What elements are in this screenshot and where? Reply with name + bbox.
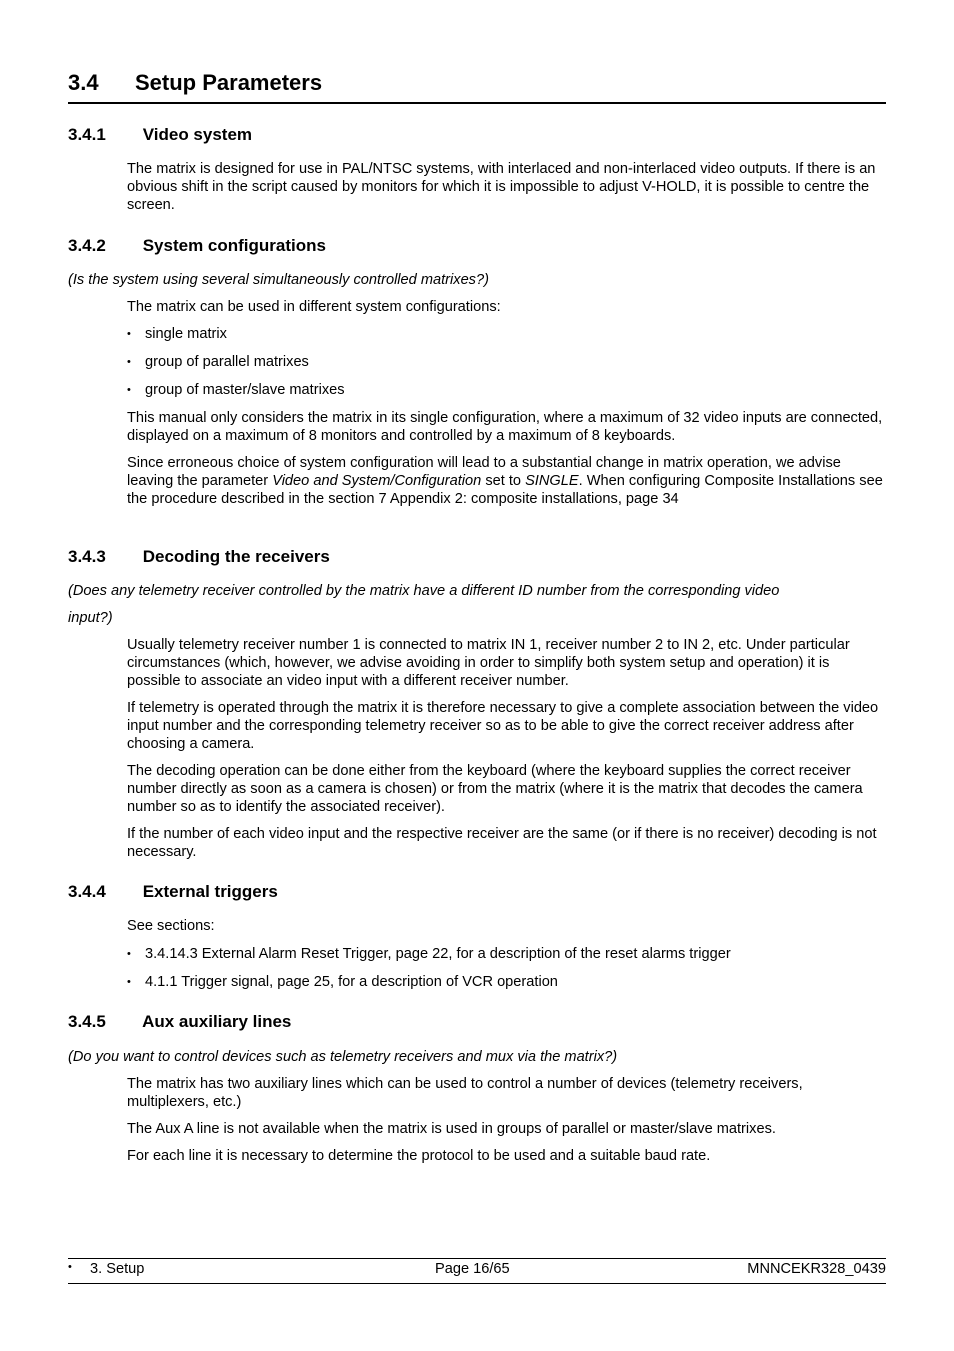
footer-chapter: 3. Setup bbox=[90, 1261, 145, 1277]
parameter-name: Video and System/Configuration bbox=[272, 473, 482, 489]
subsection-title: Video system bbox=[138, 125, 253, 144]
paragraph: See sections: bbox=[127, 918, 215, 934]
paragraph: The matrix can be used in different system configurations: bbox=[127, 299, 501, 315]
paragraph: The matrix is designed for use in PAL/NTSC systems, with interlaced and non-interlaced video outputs. If there is an obvious shift in the script caused by monitors for which it is impossible to adjust V-HOLD, it is possible to centre the screen. bbox=[127, 161, 876, 213]
parameter-value: SINGLE bbox=[525, 473, 579, 489]
paragraph: If telemetry is operated through the matrix it is therefore necessary to give a complete association between the video input number and the corresponding telemetry receiver so as to be able to give the correct receiver address after choosing a camera. bbox=[127, 700, 879, 752]
section-heading bbox=[68, 70, 886, 104]
list-item-text: 3.4.14.3 External Alarm Reset Trigger, page 22, for a description of the reset alarms trigger bbox=[145, 946, 731, 962]
bullet: • bbox=[127, 384, 131, 396]
subsection-number: 3.4.4 bbox=[68, 882, 106, 901]
page-footer bbox=[68, 1258, 886, 1284]
paragraph bbox=[127, 454, 887, 508]
subsection-title: External triggers bbox=[138, 882, 278, 901]
paragraph: For each line it is necessary to determine the protocol to be used and a suitable baud rate. bbox=[127, 1148, 711, 1164]
list-item-text: group of master/slave matrixes bbox=[145, 382, 345, 398]
list-item-text: group of parallel matrixes bbox=[145, 354, 309, 370]
subsection-number: 3.4.1 bbox=[68, 125, 106, 144]
subsection-title: Decoding the receivers bbox=[138, 547, 330, 566]
document-code: MNNCEKR328_0439 bbox=[747, 1261, 886, 1277]
bullet: • bbox=[127, 948, 131, 960]
page-number: Page 16/65 bbox=[435, 1261, 510, 1277]
paragraph-text: . When configuring Composite Installations see the procedure described in the section 7 Appendix 2: composite installations, page 34 bbox=[127, 473, 883, 507]
subsection-title: Aux auxiliary lines bbox=[138, 1012, 292, 1031]
subsection-title: System configurations bbox=[138, 236, 326, 255]
bullet: • bbox=[127, 328, 131, 340]
question-text: (Do you want to control devices such as telemetry receivers and mux via the matrix?) bbox=[68, 1049, 618, 1065]
paragraph: The matrix has two auxiliary lines which can be used to control a number of devices (telemetry receivers, multiplexers, etc.) bbox=[127, 1076, 803, 1110]
paragraph: Usually telemetry receiver number 1 is connected to matrix IN 1, receiver number 2 to IN 2, etc. Under particular circumstances (which, however, we advise avoiding in order to simplify both system setup and operation) it is possible to associate an video input with a different receiver number. bbox=[127, 637, 850, 689]
footer-bullet: • bbox=[68, 1261, 72, 1273]
subsection-number: 3.4.2 bbox=[68, 236, 106, 255]
subsection-number: 3.4.3 bbox=[68, 547, 106, 566]
subsection-number: 3.4.5 bbox=[68, 1012, 106, 1031]
paragraph: The decoding operation can be done either from the keyboard (where the keyboard supplies the correct receiver number directly as soon as a camera is chosen) or from the matrix (where it is the matrix that decodes the camera number so as to identify the associated receiver). bbox=[127, 763, 863, 815]
bullet: • bbox=[127, 976, 131, 988]
paragraph-text: set to bbox=[481, 473, 526, 489]
paragraph: If the number of each video input and the respective receiver are the same (or if there is no receiver) decoding is not necessary. bbox=[127, 826, 877, 860]
paragraph: The Aux A line is not available when the matrix is used in groups of parallel or master/slave matrixes. bbox=[127, 1121, 776, 1137]
question-text: input?) bbox=[68, 610, 113, 626]
list-item-text: 4.1.1 Trigger signal, page 25, for a description of VCR operation bbox=[145, 974, 558, 990]
bullet: • bbox=[127, 356, 131, 368]
section-title: Setup Parameters bbox=[135, 70, 323, 95]
paragraph-text: Since erroneous choice of system configuration will lead to a substantial change in matrix operation, we advise leaving the parameter bbox=[127, 455, 841, 489]
question-text: (Does any telemetry receiver controlled by the matrix have a different ID number from the corresponding video bbox=[68, 583, 780, 599]
section-number: 3.4 bbox=[68, 70, 99, 95]
question-text: (Is the system using several simultaneously controlled matrixes?) bbox=[68, 272, 489, 288]
list-item-text: single matrix bbox=[145, 326, 227, 342]
paragraph: This manual only considers the matrix in its single configuration, where a maximum of 32 video inputs are connected, displayed on a maximum of 8 monitors and controlled by a maximum of 8 keyboards. bbox=[127, 410, 883, 444]
